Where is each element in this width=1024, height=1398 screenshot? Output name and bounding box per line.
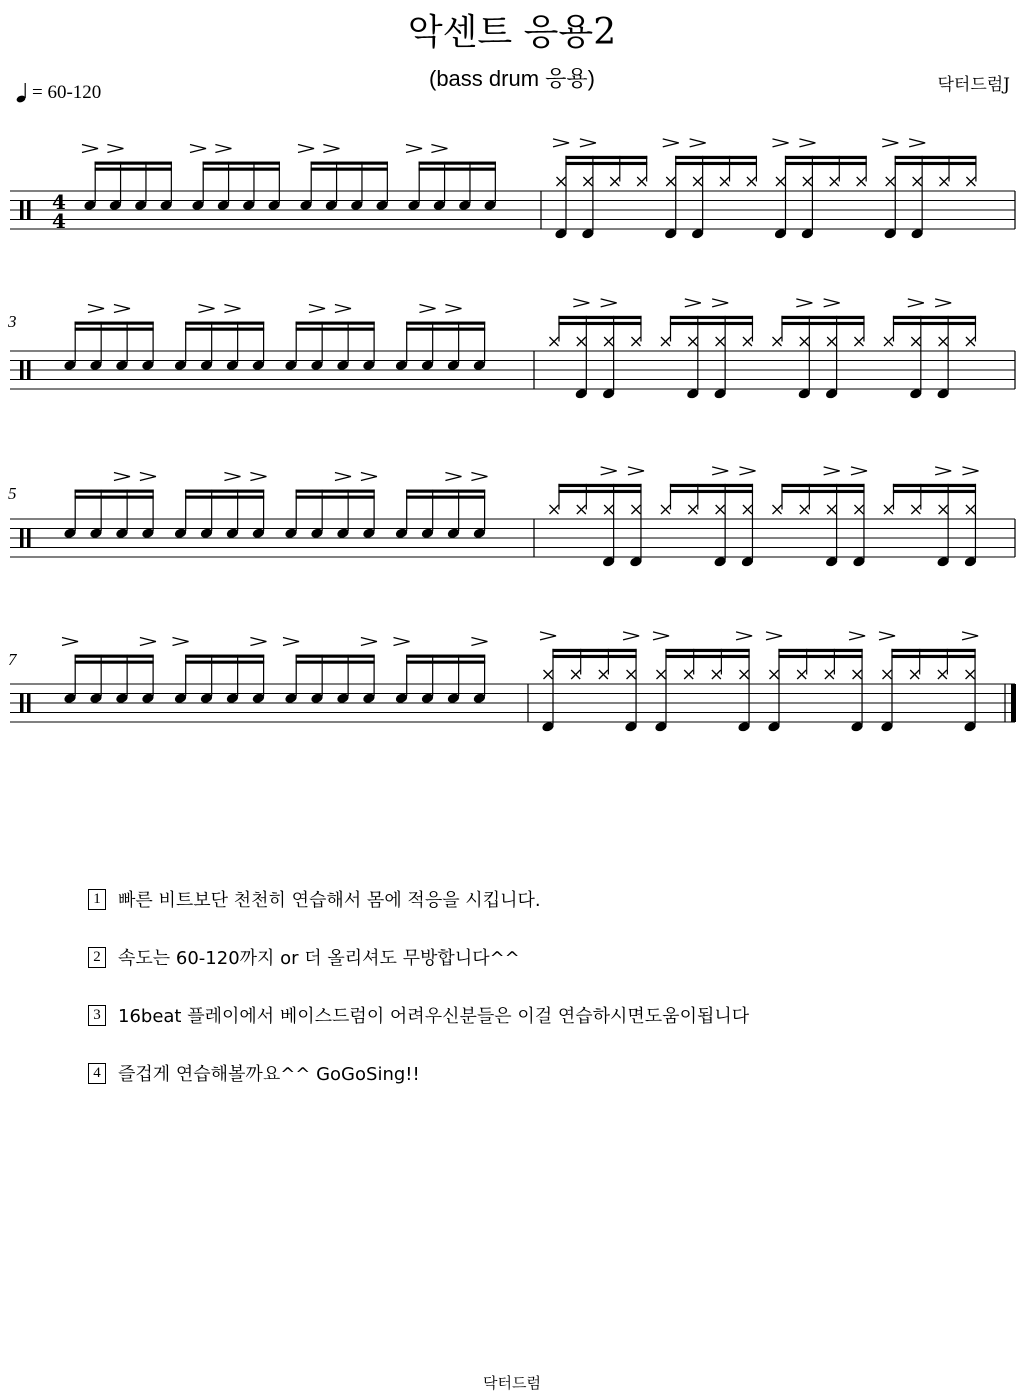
accent-mark [406, 145, 422, 153]
accent-mark [849, 632, 865, 640]
beam [95, 168, 172, 171]
note-item [88, 870, 988, 928]
cymbal-notehead [966, 670, 975, 679]
beam [552, 649, 636, 652]
cymbal-notehead [666, 177, 675, 186]
accent-mark [62, 638, 78, 646]
beam [296, 490, 375, 493]
practice-notes [88, 870, 988, 1102]
accent-mark [224, 305, 240, 313]
accent-mark [445, 473, 461, 481]
beam [558, 316, 641, 319]
beam [665, 655, 749, 658]
beam [311, 162, 388, 165]
accent-mark [908, 299, 924, 307]
beam [558, 490, 641, 493]
beam [778, 655, 862, 658]
cymbal-notehead [661, 337, 670, 346]
cymbal-notehead [557, 177, 566, 186]
beam [419, 162, 496, 165]
beam [185, 655, 264, 658]
accent-mark [114, 473, 130, 481]
note-item [88, 1044, 988, 1102]
percussion-clef [27, 361, 31, 379]
cymbal-notehead [797, 670, 806, 679]
accent-mark [82, 145, 98, 153]
accent-mark [909, 139, 925, 147]
beam [311, 168, 388, 171]
beam [75, 490, 154, 493]
accent-mark [824, 467, 840, 475]
accent-mark [140, 638, 156, 646]
cymbal-notehead [550, 337, 559, 346]
beam [406, 490, 485, 493]
accent-mark [361, 473, 377, 481]
accent-mark [882, 139, 898, 147]
accent-mark [712, 467, 728, 475]
accent-mark [419, 305, 435, 313]
cymbal-notehead [854, 505, 863, 514]
cymbal-notehead [803, 177, 812, 186]
accent-mark [739, 467, 755, 475]
cymbal-notehead [854, 337, 863, 346]
note-item [88, 928, 988, 986]
percussion-clef [20, 201, 24, 219]
cymbal-notehead [939, 337, 948, 346]
cymbal-notehead [800, 337, 809, 346]
beam [891, 649, 975, 652]
cymbal-notehead [773, 337, 782, 346]
cymbal-notehead [825, 670, 834, 679]
beam [406, 661, 485, 664]
cymbal-notehead [720, 177, 729, 186]
cymbal-notehead [911, 337, 920, 346]
accent-mark [114, 305, 130, 313]
time-signature-bottom: 4 [52, 209, 66, 233]
accent-mark [824, 299, 840, 307]
accent-mark [361, 638, 377, 646]
beam [781, 490, 864, 493]
beam [406, 328, 485, 331]
beam [296, 655, 375, 658]
beam [296, 661, 375, 664]
beam [675, 156, 757, 159]
accent-mark [335, 305, 351, 313]
beam [675, 162, 757, 165]
accent-mark [935, 467, 951, 475]
beam [75, 496, 154, 499]
percussion-clef [20, 361, 24, 379]
accent-mark [224, 473, 240, 481]
cymbal-notehead [747, 177, 756, 186]
accent-mark [773, 139, 789, 147]
beam [785, 156, 867, 159]
note-item [88, 986, 988, 1044]
cymbal-notehead [770, 670, 779, 679]
beam [781, 484, 864, 487]
cymbal-notehead [716, 505, 725, 514]
note-text: 빠른 비트보단 천천히 연습해서 몸에 적응을 시킵니다. [118, 890, 541, 911]
accent-mark [935, 299, 951, 307]
beam [893, 316, 976, 319]
beam [893, 322, 976, 325]
cymbal-notehead [966, 177, 975, 186]
accent-mark [298, 145, 314, 153]
cymbal-notehead [661, 505, 670, 514]
beam [891, 655, 975, 658]
note-text: 즐겁게 연습해볼까요^^ GoGoSing!! [118, 1064, 420, 1085]
accent-mark [323, 145, 339, 153]
cymbal-notehead [631, 337, 640, 346]
cymbal-notehead [604, 505, 613, 514]
accent-mark [601, 467, 617, 475]
accent-mark [335, 473, 351, 481]
cymbal-notehead [627, 670, 636, 679]
cymbal-notehead [773, 505, 782, 514]
cymbal-notehead [830, 177, 839, 186]
beam [665, 649, 749, 652]
accent-mark [879, 632, 895, 640]
accent-mark [962, 632, 978, 640]
accent-mark [663, 139, 679, 147]
measure-number: 5 [8, 484, 17, 503]
accent-mark [471, 638, 487, 646]
accent-mark [623, 632, 639, 640]
cymbal-notehead [712, 670, 721, 679]
note-number: 3 [88, 1005, 106, 1026]
cymbal-notehead [966, 505, 975, 514]
beam [203, 168, 280, 171]
accent-mark [962, 467, 978, 475]
accent-mark [250, 638, 266, 646]
beam [552, 655, 636, 658]
page-title: 악센트 응용2 [407, 12, 617, 53]
beam [670, 490, 753, 493]
cymbal-notehead [939, 505, 948, 514]
accent-mark [215, 145, 231, 153]
beam [406, 322, 485, 325]
composer: 닥터드럼J [937, 75, 1010, 95]
cymbal-notehead [853, 670, 862, 679]
cymbal-notehead [913, 177, 922, 186]
cymbal-notehead [599, 670, 608, 679]
accent-mark [431, 145, 447, 153]
beam [670, 316, 753, 319]
beam [75, 661, 154, 664]
note-text: 16beat 플레이에서 베이스드럼이 어려우신분들은 이걸 연습하시면도움이됩니다 [118, 1006, 750, 1027]
cymbal-notehead [938, 670, 947, 679]
beam [565, 156, 647, 159]
cymbal-notehead [631, 505, 640, 514]
accent-mark [736, 632, 752, 640]
cymbal-notehead [688, 505, 697, 514]
percussion-clef [20, 529, 24, 547]
cymbal-notehead [577, 337, 586, 346]
cymbal-notehead [884, 505, 893, 514]
accent-mark [690, 139, 706, 147]
accent-mark [573, 299, 589, 307]
accent-mark [653, 632, 669, 640]
beam [75, 655, 154, 658]
beam [893, 484, 976, 487]
cymbal-notehead [911, 505, 920, 514]
cymbal-notehead [544, 670, 553, 679]
accent-mark [283, 638, 299, 646]
accent-mark [394, 638, 410, 646]
final-barline-thick [1011, 684, 1016, 722]
accent-mark [107, 145, 123, 153]
beam [895, 162, 977, 165]
cymbal-notehead [886, 177, 895, 186]
beam [785, 162, 867, 165]
beam [406, 496, 485, 499]
accent-mark [712, 299, 728, 307]
cymbal-notehead [884, 337, 893, 346]
cymbal-notehead [684, 670, 693, 679]
beam [185, 496, 264, 499]
cymbal-notehead [583, 177, 592, 186]
accent-mark [309, 305, 325, 313]
cymbal-notehead [800, 505, 809, 514]
cymbal-notehead [657, 670, 666, 679]
cymbal-notehead [693, 177, 702, 186]
accent-mark [198, 305, 214, 313]
accent-mark [471, 473, 487, 481]
cymbal-notehead [550, 505, 559, 514]
beam [670, 484, 753, 487]
cymbal-notehead [604, 337, 613, 346]
percussion-clef [27, 529, 31, 547]
accent-mark [766, 632, 782, 640]
beam [95, 162, 172, 165]
beam [778, 649, 862, 652]
percussion-clef [27, 201, 31, 219]
accent-mark [580, 139, 596, 147]
beam [895, 156, 977, 159]
beam [203, 162, 280, 165]
footer: 닥터드럼 [483, 1374, 541, 1392]
cymbal-notehead [940, 177, 949, 186]
tempo-text: = 60-120 [32, 82, 102, 103]
beam [558, 322, 641, 325]
page-subtitle: (bass drum 응용) [429, 66, 595, 91]
beam [419, 168, 496, 171]
percussion-clef [20, 694, 24, 712]
measure-number: 7 [8, 650, 17, 669]
cymbal-notehead [827, 505, 836, 514]
cymbal-notehead [883, 670, 892, 679]
cymbal-notehead [637, 177, 646, 186]
beam [565, 162, 647, 165]
measure-number: 3 [8, 312, 17, 331]
note-number: 4 [88, 1063, 106, 1084]
accent-mark [601, 299, 617, 307]
cymbal-notehead [743, 337, 752, 346]
accent-mark [799, 139, 815, 147]
cymbal-notehead [577, 505, 586, 514]
accent-mark [796, 299, 812, 307]
cymbal-notehead [571, 670, 580, 679]
beam [75, 322, 154, 325]
beam [781, 322, 864, 325]
beam [296, 496, 375, 499]
beam [185, 661, 264, 664]
beam [558, 484, 641, 487]
beam [670, 322, 753, 325]
accent-mark [685, 299, 701, 307]
accent-mark [445, 305, 461, 313]
accent-mark [540, 632, 556, 640]
beam [185, 328, 264, 331]
cymbal-notehead [776, 177, 785, 186]
beam [296, 328, 375, 331]
accent-mark [851, 467, 867, 475]
time-signature-top: 4 [52, 190, 66, 214]
note-number: 1 [88, 889, 106, 910]
cymbal-notehead [857, 177, 866, 186]
accent-mark [173, 638, 189, 646]
cymbal-notehead [966, 337, 975, 346]
note-number: 2 [88, 947, 106, 968]
accent-mark [250, 473, 266, 481]
beam [406, 655, 485, 658]
cymbal-notehead [688, 337, 697, 346]
note-text: 속도는 60-120까지 or 더 올리셔도 무방합니다^^ [118, 948, 520, 969]
beam [296, 322, 375, 325]
beam [185, 322, 264, 325]
accent-mark [190, 145, 206, 153]
percussion-clef [27, 694, 31, 712]
cymbal-notehead [827, 337, 836, 346]
cymbal-notehead [743, 505, 752, 514]
cymbal-notehead [910, 670, 919, 679]
beam [185, 490, 264, 493]
accent-mark [628, 467, 644, 475]
cymbal-notehead [610, 177, 619, 186]
cymbal-notehead [740, 670, 749, 679]
accent-mark [140, 473, 156, 481]
accent-mark [88, 305, 104, 313]
accent-mark [553, 139, 569, 147]
cymbal-notehead [716, 337, 725, 346]
beam [781, 316, 864, 319]
beam [893, 490, 976, 493]
beam [75, 328, 154, 331]
